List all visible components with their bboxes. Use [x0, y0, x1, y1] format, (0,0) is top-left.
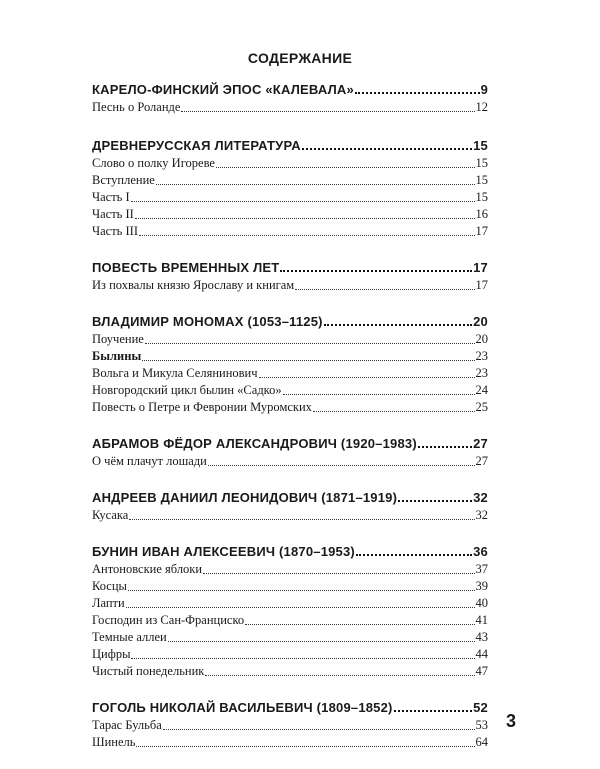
toc-entry-label: Цифры — [92, 647, 131, 661]
toc-entry-label: Чистый понедельник — [92, 664, 205, 678]
toc-entry[interactable] — [92, 507, 488, 524]
dot-leader — [203, 573, 474, 574]
toc-entry[interactable] — [92, 206, 488, 223]
dot-leader — [163, 729, 475, 730]
toc-entry-page: 15 — [475, 156, 488, 170]
dot-leader — [394, 710, 473, 712]
toc-entry-page: 23 — [475, 366, 488, 380]
toc-entry-page: 64 — [475, 735, 488, 749]
toc-heading-label: ВЛАДИМИР МОНОМАХ (1053–1125) — [92, 314, 323, 329]
toc-entry-label: Вступление — [92, 173, 155, 187]
toc-section — [92, 80, 488, 116]
dot-leader — [128, 590, 475, 591]
dot-leader — [136, 746, 474, 747]
toc-heading-label: БУНИН ИВАН АЛЕКСЕЕВИЧ (1870–1953) — [92, 544, 355, 559]
toc-entry-page: 53 — [475, 718, 488, 732]
toc-entry[interactable] — [92, 595, 488, 612]
toc-entry-label: Былины — [92, 349, 142, 363]
toc-entry-label: Шинель — [92, 735, 136, 749]
toc-heading[interactable] — [92, 488, 488, 507]
toc-section — [92, 258, 488, 294]
toc-entry-label: Вольга и Микула Селянинович — [92, 366, 258, 380]
dot-leader — [126, 607, 475, 608]
toc-entry-page: 15 — [475, 190, 488, 204]
toc-entry-page: 32 — [475, 508, 488, 522]
toc-entry[interactable] — [92, 399, 488, 416]
toc-heading[interactable] — [92, 434, 488, 453]
toc-section — [92, 698, 488, 751]
dot-leader — [259, 377, 475, 378]
toc-heading-page: 52 — [473, 700, 488, 715]
dot-leader — [356, 554, 472, 556]
toc-heading-page: 36 — [473, 544, 488, 559]
toc-heading-label: ПОВЕСТЬ ВРЕМЕННЫХ ЛЕТ — [92, 260, 280, 275]
toc-heading-label: КАРЕЛО-ФИНСКИЙ ЭПОС «КАЛЕВАЛА» — [92, 82, 354, 97]
toc-entry-label: Темные аллеи — [92, 630, 167, 644]
toc-entry-page: 17 — [475, 278, 488, 292]
toc-entry-page: 16 — [475, 207, 488, 221]
toc-entry[interactable] — [92, 99, 488, 116]
toc-heading[interactable] — [92, 312, 488, 331]
toc-entry[interactable] — [92, 365, 488, 382]
dot-leader — [324, 324, 472, 326]
toc-entry[interactable] — [92, 717, 488, 734]
toc-heading-page: 20 — [473, 314, 488, 329]
toc-entry[interactable] — [92, 453, 488, 470]
dot-leader — [145, 343, 475, 344]
dot-leader — [208, 465, 475, 466]
toc-entry[interactable] — [92, 734, 488, 751]
toc-entry-label: О чём плачут лошади — [92, 454, 207, 468]
toc-entry-label: Часть III — [92, 224, 138, 238]
toc-entry-page: 43 — [475, 630, 488, 644]
toc-heading-page: 9 — [480, 82, 488, 97]
toc-entry-label: Тарас Бульба — [92, 718, 162, 732]
toc-heading-label: АБРАМОВ ФЁДОР АЛЕКСАНДРОВИЧ (1920–1983) — [92, 436, 417, 451]
toc-entry-label: Кусака — [92, 508, 129, 522]
toc-entry[interactable] — [92, 331, 488, 348]
toc-heading[interactable] — [92, 136, 488, 155]
toc-entry[interactable] — [92, 223, 488, 240]
toc-section — [92, 434, 488, 470]
toc-entry-label: Часть I — [92, 190, 130, 204]
toc-entry[interactable] — [92, 348, 488, 365]
toc-entry-page: 23 — [475, 349, 488, 363]
dot-leader — [398, 500, 472, 502]
dot-leader — [216, 167, 475, 168]
toc-entry[interactable] — [92, 629, 488, 646]
table-of-contents — [92, 80, 488, 769]
toc-entry-label: Косцы — [92, 579, 127, 593]
dot-leader — [129, 519, 474, 520]
toc-entry-label: Слово о полку Игореве — [92, 156, 215, 170]
toc-entry-page: 25 — [475, 400, 488, 414]
toc-heading-page: 17 — [473, 260, 488, 275]
toc-entry-page: 44 — [475, 647, 488, 661]
toc-entry-label: Поучение — [92, 332, 144, 346]
toc-heading-page: 32 — [473, 490, 488, 505]
toc-heading-label: АНДРЕЕВ ДАНИИЛ ЛЕОНИДОВИЧ (1871–1919) — [92, 490, 398, 505]
page-title: СОДЕРЖАНИЕ — [247, 50, 353, 66]
dot-leader — [302, 148, 472, 150]
toc-entry[interactable] — [92, 189, 488, 206]
toc-section — [92, 312, 488, 416]
toc-section — [92, 136, 488, 240]
toc-entry[interactable] — [92, 663, 488, 680]
dot-leader — [418, 446, 472, 448]
toc-entry-page: 37 — [475, 562, 488, 576]
toc-entry[interactable] — [92, 155, 488, 172]
dot-leader — [205, 675, 474, 676]
toc-entry-label: Часть II — [92, 207, 134, 221]
toc-entry[interactable] — [92, 578, 488, 595]
toc-entry-label: Новгородский цикл былин «Садко» — [92, 383, 282, 397]
toc-entry[interactable] — [92, 561, 488, 578]
toc-heading-page: 15 — [473, 138, 488, 153]
toc-entry[interactable] — [92, 382, 488, 399]
toc-entry-label: Из похвалы князю Ярославу и книгам — [92, 278, 295, 292]
toc-heading[interactable] — [92, 698, 488, 717]
toc-entry-page: 17 — [475, 224, 488, 238]
dot-leader — [280, 270, 472, 272]
dot-leader — [139, 235, 475, 236]
toc-entry[interactable] — [92, 612, 488, 629]
toc-entry[interactable] — [92, 646, 488, 663]
toc-entry-label: Повесть о Петре и Февронии Муромских — [92, 400, 312, 414]
dot-leader — [135, 218, 475, 219]
toc-entry-label: Господин из Сан-Франциско — [92, 613, 245, 627]
dot-leader — [355, 92, 480, 94]
toc-entry-page: 47 — [475, 664, 488, 678]
toc-heading-label: ГОГОЛЬ НИКОЛАЙ ВАСИЛЬЕВИЧ (1809–1852) — [92, 700, 393, 715]
toc-entry-page: 20 — [475, 332, 488, 346]
toc-entry-page: 39 — [475, 579, 488, 593]
dot-leader — [131, 201, 475, 202]
toc-entry-page: 24 — [475, 383, 488, 397]
toc-section — [92, 488, 488, 524]
toc-entry[interactable] — [92, 172, 488, 189]
toc-entry-page: 27 — [475, 454, 488, 468]
toc-heading[interactable] — [92, 80, 488, 99]
toc-entry-page: 15 — [475, 173, 488, 187]
toc-heading-label: ДРЕВНЕРУССКАЯ ЛИТЕРАТУРА — [92, 138, 301, 153]
toc-entry-label: Антоновские яблоки — [92, 562, 203, 576]
toc-heading-page: 27 — [473, 436, 488, 451]
toc-entry-label: Песнь о Роланде — [92, 100, 181, 114]
dot-leader — [131, 658, 474, 659]
toc-entry-page: 12 — [475, 100, 488, 114]
toc-entry-label: Лапти — [92, 596, 125, 610]
toc-entry-page: 40 — [475, 596, 488, 610]
dot-leader — [156, 184, 475, 185]
dot-leader — [181, 111, 474, 112]
toc-entry[interactable] — [92, 277, 488, 294]
dot-leader — [295, 289, 474, 290]
dot-leader — [313, 411, 475, 412]
toc-entry-page: 41 — [475, 613, 488, 627]
toc-section — [92, 542, 488, 680]
dot-leader — [283, 394, 475, 395]
dot-leader — [245, 624, 474, 625]
page-number: 3 — [505, 711, 516, 731]
dot-leader — [142, 360, 474, 361]
dot-leader — [168, 641, 475, 642]
toc-heading[interactable] — [92, 258, 488, 277]
toc-heading[interactable] — [92, 542, 488, 561]
